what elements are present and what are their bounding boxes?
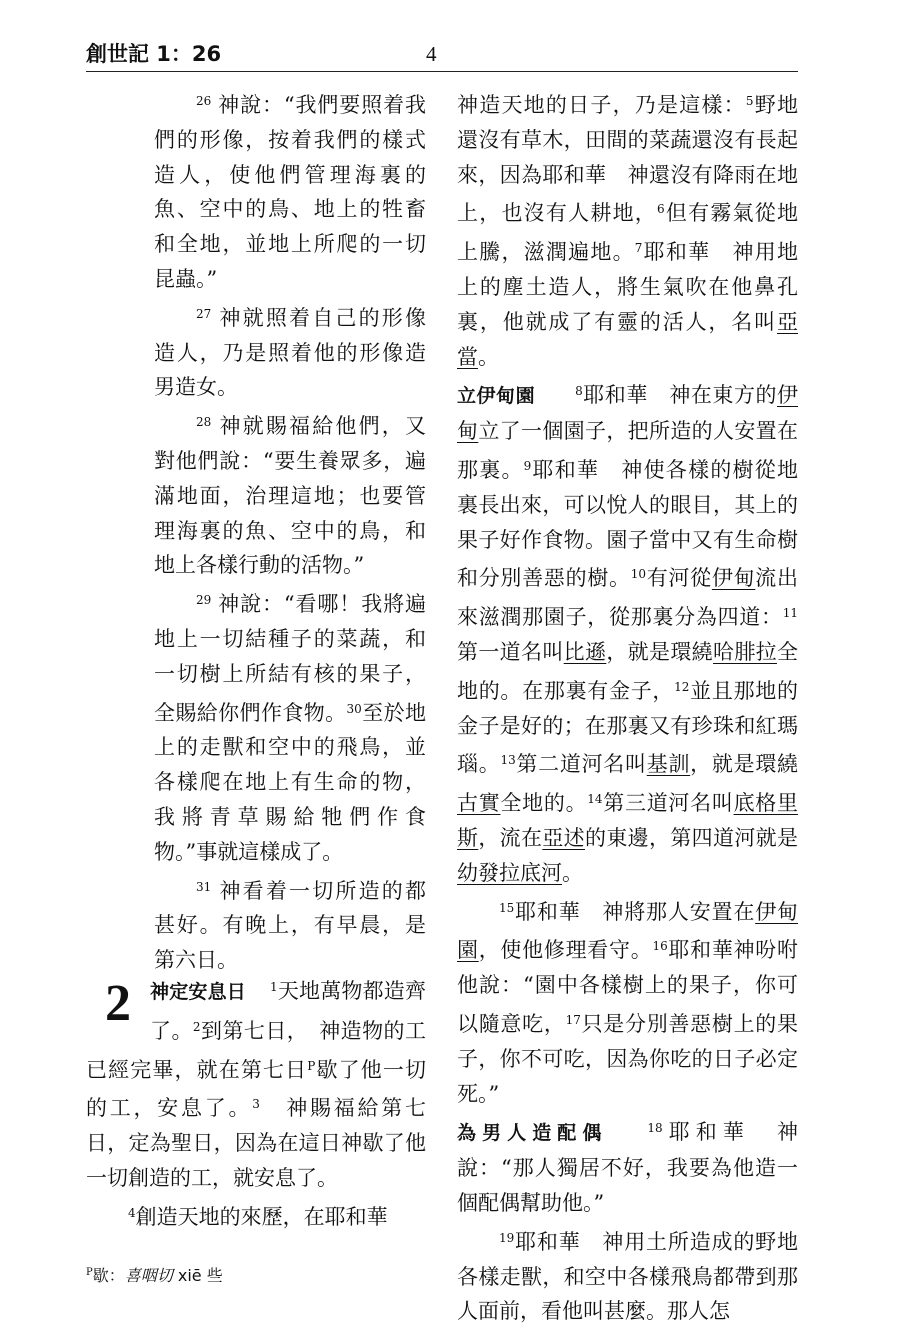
verse-text: 但有霧氣從地上騰，滋潤遍地。 bbox=[457, 201, 798, 265]
proper-name: 哈腓拉 bbox=[713, 639, 778, 664]
verse-number: 29 bbox=[196, 593, 212, 608]
section-heading: 為男人造配偶 bbox=[457, 1122, 608, 1145]
verse-number: 19 bbox=[499, 1230, 515, 1245]
verse-number: 18 bbox=[647, 1121, 663, 1136]
verse-text: 天地萬物都造齊了。 bbox=[150, 979, 426, 1043]
book-chapter-reference: 創世記 1：26 bbox=[86, 42, 222, 66]
verse-text: 神就照着自己的形像造人，乃是照着他的形像造男造女。 bbox=[154, 305, 426, 400]
proper-name: 亞述 bbox=[542, 825, 586, 850]
verse-1-27 bbox=[154, 297, 426, 405]
verse-text: 。 bbox=[478, 344, 499, 369]
verse-text: ，流在 bbox=[478, 825, 543, 850]
verse-2-15-17 bbox=[457, 891, 798, 1112]
verse-text: 並且那地的金子是好的；在那裏又有珍珠和紅瑪瑙。 bbox=[457, 678, 799, 777]
footnote-marker: P bbox=[86, 1267, 93, 1278]
proper-name: 伊甸 bbox=[457, 383, 798, 444]
footnote-pinyin: xiē bbox=[177, 1266, 202, 1285]
verse-number: 17 bbox=[565, 1012, 581, 1027]
verse-text: 的東邊，第四道河就是 bbox=[585, 825, 799, 850]
verse-text: 神造天地的日子，乃是這樣： bbox=[457, 93, 746, 117]
verse-text: 耶和華 神說：“那人獨居不好，我要為他造一個配偶幫助他。” bbox=[457, 1120, 798, 1215]
verse-text: 全地的。在那裏有金子， bbox=[457, 639, 799, 703]
verse-text: 第三道河名叫 bbox=[602, 791, 734, 816]
verse-text: 耶和華神吩咐他說：“園中各樣樹上的果子，你可以隨意吃， bbox=[457, 938, 799, 1036]
proper-name: 比遜 bbox=[563, 639, 607, 664]
proper-name: 幼發拉底河 bbox=[457, 860, 562, 885]
verse-text: 耶和華 神用地上的塵土造人，將生氣吹在他鼻孔裏，他就成了有靈的活人，名叫 bbox=[457, 240, 799, 334]
verse-text: 全地的。 bbox=[500, 791, 588, 816]
verse-text: 至於地上的走獸和空中的飛鳥，並各樣爬在地上有生命的物，我將青草賜給牠們作食物。”事就這樣成了。 bbox=[154, 700, 427, 864]
verse-number: 1 bbox=[269, 980, 278, 994]
verse-1-31 bbox=[154, 870, 426, 978]
verse-number: 7 bbox=[634, 241, 643, 256]
section-heading: 立伊甸園 bbox=[457, 385, 536, 408]
section-heading: 神定安息日 bbox=[150, 981, 246, 1003]
footnote-marker: P bbox=[307, 1058, 316, 1073]
verse-number: 14 bbox=[587, 792, 603, 807]
proper-name: 亞當 bbox=[457, 309, 798, 369]
verse-number: 5 bbox=[745, 94, 754, 108]
verse-number: 13 bbox=[500, 753, 516, 768]
verse-number: 31 bbox=[196, 879, 212, 894]
verse-number: 16 bbox=[652, 939, 668, 954]
verse-text: 立了一個園子，把所造的人安置在那裏。 bbox=[457, 419, 799, 482]
page-number: 4 bbox=[426, 42, 437, 66]
verse-number: 26 bbox=[196, 94, 212, 108]
left-column bbox=[154, 84, 426, 978]
verse-number: 2 bbox=[192, 1019, 201, 1034]
verse-text: 神說：“看哪！我將遍地上一切結種子的菜蔬，和一切樹上所結有核的果子，全賜給你們作食物。 bbox=[154, 592, 426, 725]
footnote-homophone: 些 bbox=[206, 1266, 223, 1285]
verse-text: 到第七日， 神造物的工已經完畢，就在第七日 bbox=[86, 1018, 427, 1082]
footnote-word: 歇： bbox=[92, 1266, 125, 1285]
verse-text: 只是分別善惡樹上的果子，你不可吃，因為你吃的日子必定死。” bbox=[457, 1011, 799, 1106]
chapter-2-block bbox=[86, 970, 426, 1235]
running-header bbox=[86, 40, 798, 72]
footnote bbox=[86, 1262, 223, 1287]
verse-2-4-5-7 bbox=[457, 84, 798, 374]
verse-number: 6 bbox=[657, 202, 665, 217]
verse-text: 神看着一切所造的都甚好。有晚上，有早晨，是第六日。 bbox=[154, 878, 426, 973]
verse-text: 耶和華 神用土所造成的野地各樣走獸，和空中各樣飛鳥都帶到那人面前，看他叫甚麼。那人怎 bbox=[457, 1229, 798, 1324]
verse-1-26 bbox=[154, 84, 426, 297]
verse-2-19 bbox=[457, 1221, 798, 1329]
verse-number: 8 bbox=[575, 384, 583, 399]
verse-text: 創造天地的來歷，在耶和華 bbox=[135, 1204, 388, 1229]
verse-number: 27 bbox=[196, 306, 212, 321]
right-column bbox=[457, 84, 798, 1329]
verse-text: 第一道名叫 bbox=[457, 639, 564, 664]
verse-text: 第二道河名叫 bbox=[515, 752, 647, 777]
verse-number: 28 bbox=[196, 415, 212, 430]
verse-number: 30 bbox=[346, 701, 362, 716]
verse-2-18 bbox=[457, 1111, 798, 1220]
verse-text: ，就是環繞 bbox=[606, 639, 714, 664]
chapter-number: 2 bbox=[105, 975, 131, 1032]
proper-name: 古實 bbox=[457, 791, 501, 816]
verse-text: 流出來滋潤那園子，從那裏分為四道： bbox=[457, 566, 799, 630]
verse-text: ，就是環繞 bbox=[690, 752, 799, 777]
header-rule bbox=[86, 71, 798, 72]
verse-text: 神說：“我們要照着我們的形像，按着我們的樣式造人，使他們管理海裏的魚、空中的鳥、地上的牲畜和全地，並地上所爬的一切昆蟲。” bbox=[154, 93, 426, 291]
proper-name: 底格里斯 bbox=[457, 791, 799, 850]
verse-number: 15 bbox=[499, 900, 515, 915]
verse-text: 神就賜福給他們，又對他們說：“要生養眾多，遍滿地面，治理這地；也要管理海裏的魚、空中的鳥，和地上各樣行動的活物。” bbox=[154, 414, 426, 578]
verse-text: 耶和華 神在東方的 bbox=[582, 383, 777, 408]
verse-text: 。 bbox=[562, 860, 583, 885]
verse-number: 3 bbox=[252, 1097, 260, 1112]
verse-number: 11 bbox=[782, 606, 798, 621]
verse-number: 10 bbox=[630, 567, 646, 582]
verse-2-4 bbox=[86, 1196, 426, 1235]
verse-text: 耶和華 神使各樣的樹從地裏長出來，可以悅人的眼目，其上的果子好作食物。園子當中又有生命樹和分別善惡的樹。 bbox=[457, 457, 798, 591]
verse-number: 9 bbox=[523, 458, 532, 473]
footnote-pronunciation: 喜咽切 bbox=[124, 1266, 173, 1285]
verse-text: 有河從 bbox=[646, 566, 712, 591]
proper-name: 伊甸 bbox=[711, 566, 756, 591]
verse-number: 4 bbox=[128, 1205, 136, 1220]
verse-text: 神賜福給第七日，定為聖日，因為在這日神歇了他一切創造的工，就安息了。 bbox=[86, 1096, 427, 1190]
verse-2-8-14 bbox=[457, 374, 798, 890]
proper-name: 基訓 bbox=[646, 752, 691, 777]
verse-text: 野地還沒有草木，田間的菜蔬還沒有長起來，因為耶和華 神還沒有降雨在地上，也沒有人耕地， bbox=[457, 93, 799, 226]
proper-name: 伊甸園 bbox=[457, 899, 799, 963]
verse-text: 歇了他一切的工，安息了。 bbox=[86, 1057, 426, 1121]
verse-text: ，使他修理看守。 bbox=[478, 938, 653, 963]
verse-1-28 bbox=[154, 405, 426, 583]
verse-1-29-30 bbox=[154, 583, 426, 869]
verse-text: 耶和華 神將那人安置在 bbox=[514, 899, 756, 924]
verse-number: 12 bbox=[674, 679, 690, 694]
